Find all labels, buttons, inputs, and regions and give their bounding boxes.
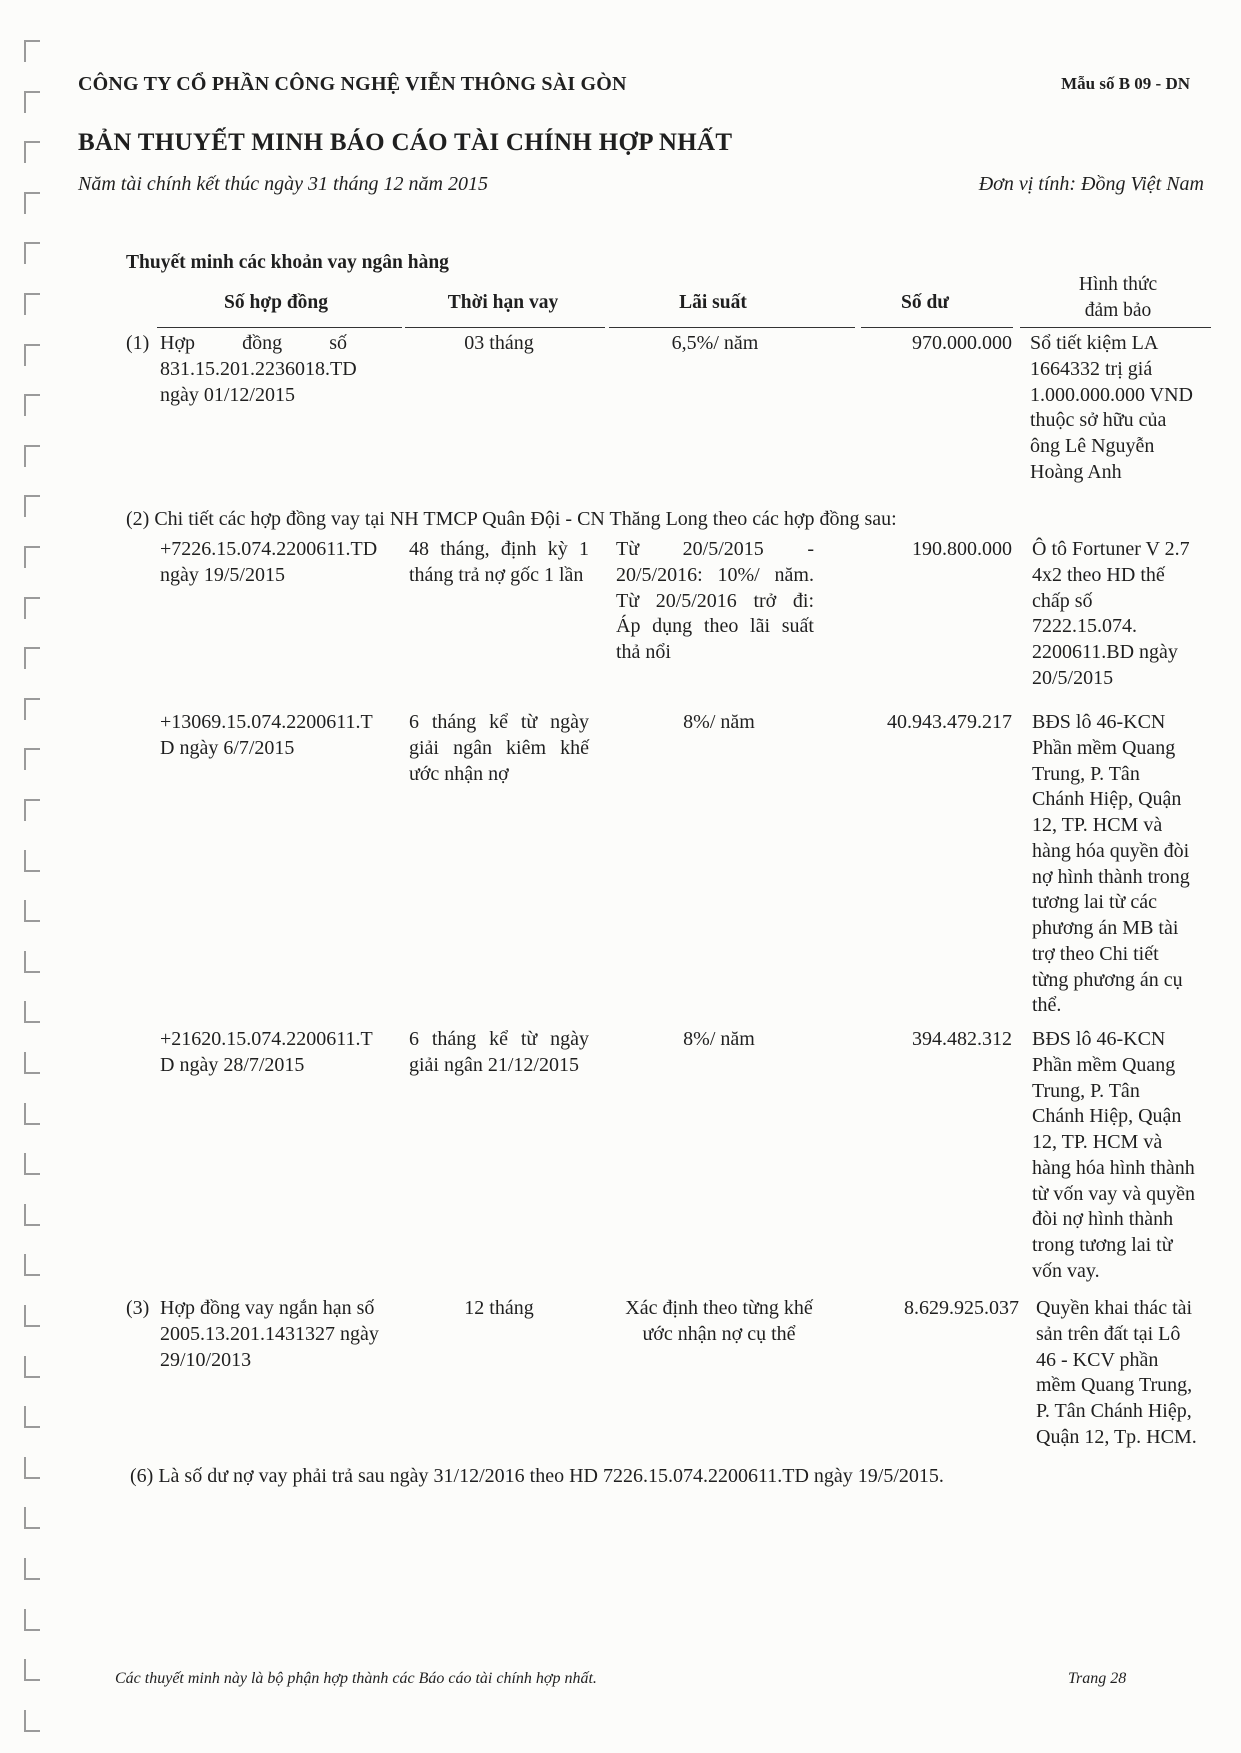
text-line: Chánh Hiệp, Quận — [1032, 1105, 1182, 1128]
text-line: đòi nợ hình thành — [1032, 1208, 1174, 1231]
interest-rate-cell — [616, 1027, 822, 1053]
binder-mark — [24, 1710, 40, 1732]
text-line: 8%/ năm — [683, 711, 755, 733]
binder-mark — [24, 1356, 40, 1378]
text-line: 12, TP. HCM và — [1032, 814, 1163, 836]
text-line: Hình thức — [1078, 274, 1158, 295]
text-line: Sổ tiết kiệm LA — [1030, 332, 1159, 354]
balance-cell: 8.629.925.037 — [904, 1297, 1019, 1319]
contract-number-cell — [160, 331, 357, 408]
text-line: thể. — [1032, 994, 1062, 1017]
interest-rate-cell — [616, 1296, 822, 1348]
text-line: giải ngân 21/12/2015 — [409, 1053, 579, 1076]
section-title: Thuyết minh các khoản vay ngân hàng — [126, 252, 449, 273]
binder-mark — [24, 1254, 40, 1276]
binder-mark — [24, 951, 40, 973]
binder-mark — [24, 40, 40, 62]
binder-mark — [24, 344, 40, 366]
loan-term-cell — [409, 710, 589, 787]
binder-mark — [24, 1406, 40, 1428]
text-line: 46 - KCV phần — [1036, 1348, 1159, 1371]
text-line: Chánh Hiệp, Quận — [1032, 788, 1182, 811]
binder-mark — [24, 394, 40, 416]
text-line: 12 tháng — [464, 1297, 534, 1319]
reporting-period: Năm tài chính kết thúc ngày 31 tháng 12 năm 2015 — [78, 173, 488, 195]
text-line: D ngày 6/7/2015 — [160, 736, 295, 759]
text-line: từ vốn vay và quyền — [1032, 1182, 1196, 1205]
text-line: nợ hình thành trong — [1032, 865, 1190, 888]
loan-term-cell — [409, 1296, 589, 1322]
header-underline — [405, 327, 605, 328]
binder-mark — [24, 1103, 40, 1125]
collateral-cell — [1032, 537, 1212, 692]
text-line: ngày 19/5/2015 — [160, 563, 285, 586]
text-line: thả nổi — [616, 641, 671, 663]
footnote-6: (6) Là số dư nợ vay phải trả sau ngày 31/12/2016 theo HD 7226.15.074.2200611.TD ngày 19/5/2015. — [130, 1465, 944, 1487]
text-line: hàng hóa quyền đòi — [1032, 839, 1190, 862]
text-line: 48 tháng, định kỳ 1 — [409, 538, 589, 560]
text-line: 1.000.000.000 VND — [1030, 383, 1193, 406]
text-line: BĐS lô 46-KCN — [1032, 711, 1166, 733]
interest-rate-cell — [616, 331, 814, 357]
page-number: Trang 28 — [1068, 1670, 1127, 1687]
text-line: Ô tô Fortuner V 2.7 — [1032, 538, 1190, 560]
collateral-cell — [1036, 1296, 1216, 1451]
binder-mark — [24, 900, 40, 922]
text-line: +13069.15.074.2200611.T — [160, 711, 373, 733]
binder-mark — [24, 597, 40, 619]
text-line: 831.15.201.2236018.TD — [160, 357, 357, 380]
text-line: Hợp đồng vay ngắn hạn số — [160, 1297, 375, 1319]
footer-disclaimer: Các thuyết minh này là bộ phận hợp thành các Báo cáo tài chính hợp nhất. — [115, 1670, 597, 1687]
text-line: 4x2 theo HD thế — [1032, 563, 1165, 586]
text-line: chấp số — [1032, 589, 1093, 612]
binder-mark — [24, 1305, 40, 1327]
text-line: BĐS lô 46-KCN — [1032, 1028, 1166, 1050]
balance-cell: 970.000.000 — [912, 332, 1012, 354]
text-line: ước nhận nợ cụ thể — [642, 1322, 796, 1345]
binder-mark — [24, 1204, 40, 1226]
document-title: BẢN THUYẾT MINH BÁO CÁO TÀI CHÍNH HỢP NHẤT — [78, 129, 733, 156]
balance-cell: 394.482.312 — [912, 1028, 1012, 1050]
binder-mark — [24, 748, 40, 770]
text-line: 8%/ năm — [683, 1028, 755, 1050]
binder-mark — [24, 647, 40, 669]
balance-cell: 190.800.000 — [912, 538, 1012, 560]
text-line: Phần mềm Quang — [1032, 736, 1176, 759]
binder-mark — [24, 445, 40, 467]
text-line: 2200611.BD ngày — [1032, 641, 1178, 663]
text-line: 1664332 trị giá — [1030, 357, 1153, 380]
text-line: đảm bảo — [1084, 300, 1152, 321]
text-line: 6,5%/ năm — [671, 332, 759, 354]
group-heading: (2) Chi tiết các hợp đồng vay tại NH TMCP Quân Đội - CN Thăng Long theo các hợp đồng sau: — [126, 508, 897, 530]
binder-mark — [24, 495, 40, 517]
text-line: tháng trả nợ gốc 1 lần — [409, 563, 584, 586]
interest-rate-cell — [616, 537, 814, 666]
loan-row-1 — [0, 331, 1241, 483]
column-header-contract: Số hợp đồng — [223, 292, 329, 313]
text-line: vốn vay. — [1032, 1259, 1100, 1282]
text-line: D ngày 28/7/2015 — [160, 1053, 305, 1076]
contract-number-cell — [160, 710, 373, 762]
text-line: 20/5/2016: 10%/ năm. — [616, 563, 814, 586]
column-header-collateral — [1018, 272, 1218, 324]
text-line: Từ 20/5/2016 trở đi: — [616, 589, 814, 612]
loan-term-cell — [409, 1027, 589, 1079]
binder-mark — [24, 1507, 40, 1529]
binder-mark — [24, 1558, 40, 1580]
column-header-term: Thời hạn vay — [447, 292, 559, 313]
text-line: 20/5/2015 — [1032, 666, 1114, 689]
binder-mark — [24, 1001, 40, 1023]
text-line: mềm Quang Trung, — [1036, 1374, 1193, 1397]
loan-row-2c — [0, 1027, 1241, 1282]
loan-term-cell — [409, 331, 589, 357]
company-name: CÔNG TY CỔ PHẦN CÔNG NGHỆ VIỄN THÔNG SÀI GÒN — [78, 73, 627, 95]
text-line: giải ngân kiêm khế — [409, 736, 589, 759]
form-code: Mẫu số B 09 - DN — [1061, 74, 1190, 93]
loan-row-2a — [0, 537, 1241, 689]
text-line: Phần mềm Quang — [1032, 1053, 1176, 1076]
text-line: +21620.15.074.2200611.T — [160, 1028, 373, 1050]
column-header-balance: Số dư — [900, 292, 950, 313]
binder-mark — [24, 1457, 40, 1479]
text-line: 7222.15.074. — [1032, 615, 1137, 638]
text-line: trợ theo Chi tiết — [1032, 942, 1159, 965]
binder-mark — [24, 850, 40, 872]
column-header-rate: Lãi suất — [679, 292, 747, 313]
header-underline — [609, 327, 855, 328]
binder-mark — [24, 242, 40, 264]
header-underline — [861, 327, 1013, 328]
text-line: 29/10/2013 — [160, 1348, 252, 1371]
text-line: từng phương án cụ — [1032, 968, 1183, 991]
text-line: Hợp đồng số — [160, 332, 347, 354]
text-line: thuộc sở hữu của — [1030, 409, 1167, 432]
row-number: (3) — [126, 1297, 150, 1319]
text-line: trong tương lai từ — [1032, 1234, 1173, 1256]
binder-mark — [24, 1052, 40, 1074]
text-line: hàng hóa hình thành — [1032, 1156, 1195, 1179]
loan-row-2b — [0, 710, 1241, 1017]
binder-mark — [24, 141, 40, 163]
binder-mark — [24, 698, 40, 720]
collateral-cell — [1030, 331, 1210, 486]
binder-mark — [24, 293, 40, 315]
binder-mark — [24, 1153, 40, 1175]
text-line: Trung, P. Tân — [1032, 762, 1140, 785]
interest-rate-cell — [616, 710, 822, 736]
row-number: (1) — [126, 332, 150, 354]
binder-mark — [24, 1659, 40, 1681]
text-line: Áp dụng theo lãi suất — [616, 615, 814, 638]
text-line: Từ 20/5/2015 - — [616, 538, 814, 560]
text-line: Xác định theo từng khế — [625, 1297, 813, 1319]
loan-term-cell — [409, 537, 589, 589]
currency-unit: Đơn vị tính: Đồng Việt Nam — [978, 173, 1204, 195]
binder-mark — [24, 91, 40, 113]
balance-cell: 40.943.479.217 — [887, 711, 1012, 733]
collateral-cell — [1032, 1027, 1212, 1285]
text-line: 12, TP. HCM và — [1032, 1131, 1163, 1153]
text-line: 03 tháng — [464, 332, 534, 354]
contract-number-cell — [160, 1027, 373, 1079]
text-line: tương lai từ các — [1032, 891, 1157, 914]
collateral-cell — [1032, 710, 1212, 1019]
header-underline — [1020, 327, 1211, 328]
binder-mark — [24, 546, 40, 568]
text-line: 2005.13.201.1431327 ngày — [160, 1322, 379, 1345]
binder-mark — [24, 1609, 40, 1631]
text-line: Quyền khai thác tài — [1036, 1297, 1193, 1319]
text-line: 6 tháng kể từ ngày — [409, 1028, 589, 1050]
text-line: ngày 01/12/2015 — [160, 383, 295, 406]
text-line: 6 tháng kể từ ngày — [409, 711, 589, 733]
header-underline — [157, 327, 402, 328]
text-line: +7226.15.074.2200611.TD — [160, 538, 378, 560]
text-line: Hoàng Anh — [1030, 460, 1122, 483]
binder-mark — [24, 799, 40, 821]
binder-mark — [24, 192, 40, 214]
text-line: phương án MB tài — [1032, 917, 1179, 939]
contract-number-cell — [160, 1296, 379, 1373]
text-line: sản trên đất tại Lô — [1036, 1322, 1181, 1345]
text-line: Quận 12, Tp. HCM. — [1036, 1425, 1197, 1448]
text-line: P. Tân Chánh Hiệp, — [1036, 1400, 1192, 1422]
text-line: Trung, P. Tân — [1032, 1079, 1140, 1102]
contract-number-cell — [160, 537, 378, 589]
text-line: ước nhận nợ — [409, 762, 509, 785]
text-line: ông Lê Nguyễn — [1030, 435, 1155, 457]
loan-row-3 — [0, 1296, 1241, 1448]
